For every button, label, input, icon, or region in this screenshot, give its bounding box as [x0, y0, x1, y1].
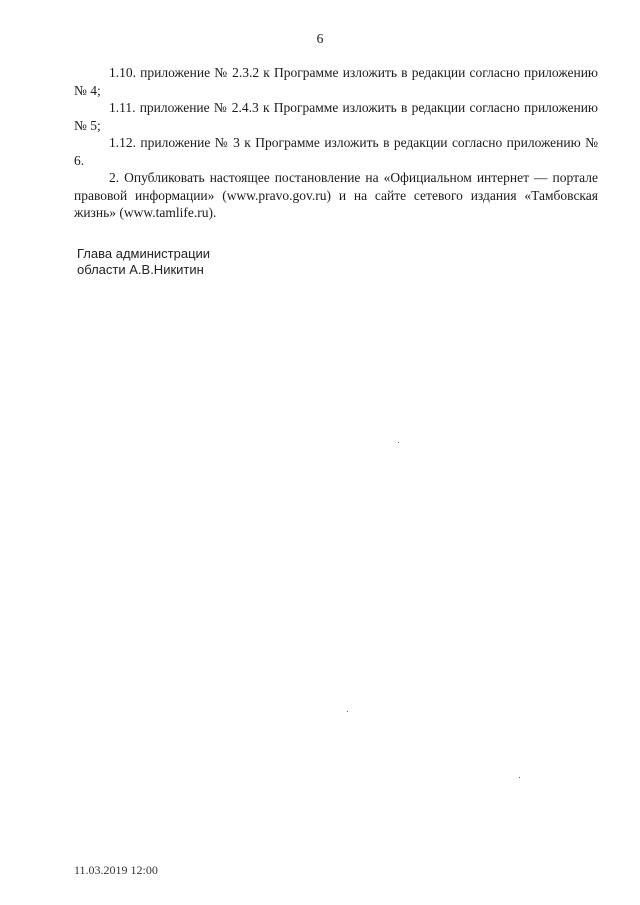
- footer-datetime: 11.03.2019 12:00: [74, 863, 158, 877]
- paragraph-1-10: 1.10. приложение № 2.3.2 к Программе изложить в редакции согласно приложению № 4;: [74, 65, 598, 98]
- scan-speck: [347, 711, 348, 712]
- paragraph-1-12: 1.12. приложение № 3 к Программе изложить в редакции согласно приложению № 6.: [74, 135, 598, 168]
- signature-name: области А.В.Никитин: [77, 262, 204, 277]
- signature-title: Глава администрации: [77, 246, 211, 261]
- page-number: 6: [316, 31, 324, 46]
- paragraph-2: 2. Опубликовать настоящее постановление на «Официальном интернет — портале правовой информации» (www.pravo.gov.ru) и на сайте сетевого издания «Тамбовская жизнь» (www.tamlife.ru).: [74, 170, 598, 220]
- scan-speck: [398, 442, 399, 443]
- paragraph-1-11: 1.11. приложение № 2.4.3 к Программе изложить в редакции согласно приложению № 5;: [74, 100, 598, 133]
- scan-speck: [519, 777, 520, 778]
- document-body: [74, 64, 598, 222]
- signature-block: [77, 246, 210, 278]
